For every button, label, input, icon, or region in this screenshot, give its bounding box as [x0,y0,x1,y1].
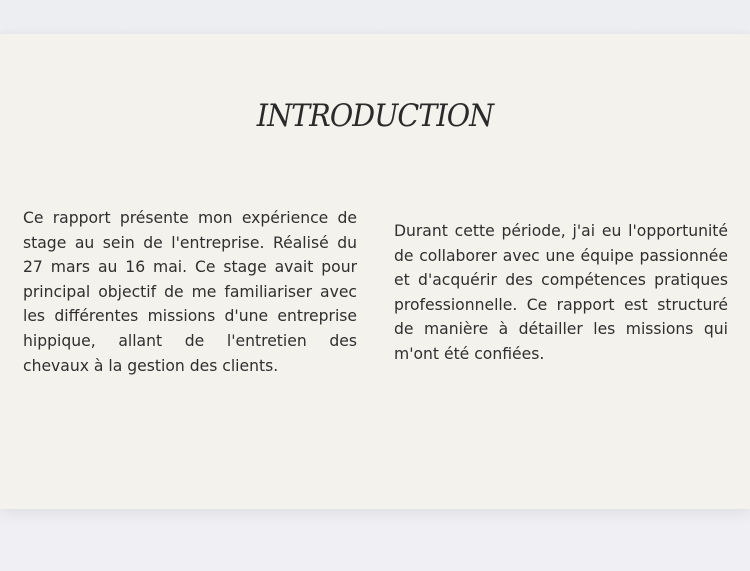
slide-title: INTRODUCTION [256,98,494,134]
slide [0,34,750,509]
intro-paragraph-right: Durant cette période, j'ai eu l'opportunité de collaborer avec une équipe passionnée et d'acquérir des compétences pratiques professionnelle. Ce rapport est structuré de manière à détailler les missions qui m'ont été confiées. [394,222,728,363]
intro-paragraph-left: Ce rapport présente mon expérience de stage au sein de l'entreprise. Réalisé du 27 mars au 16 mai. Ce stage avait pour principal objectif de me familiariser avec les différentes missions d'une entreprise hippique, allant de l'entretien des chevaux à la gestion des clients. [23,209,357,375]
